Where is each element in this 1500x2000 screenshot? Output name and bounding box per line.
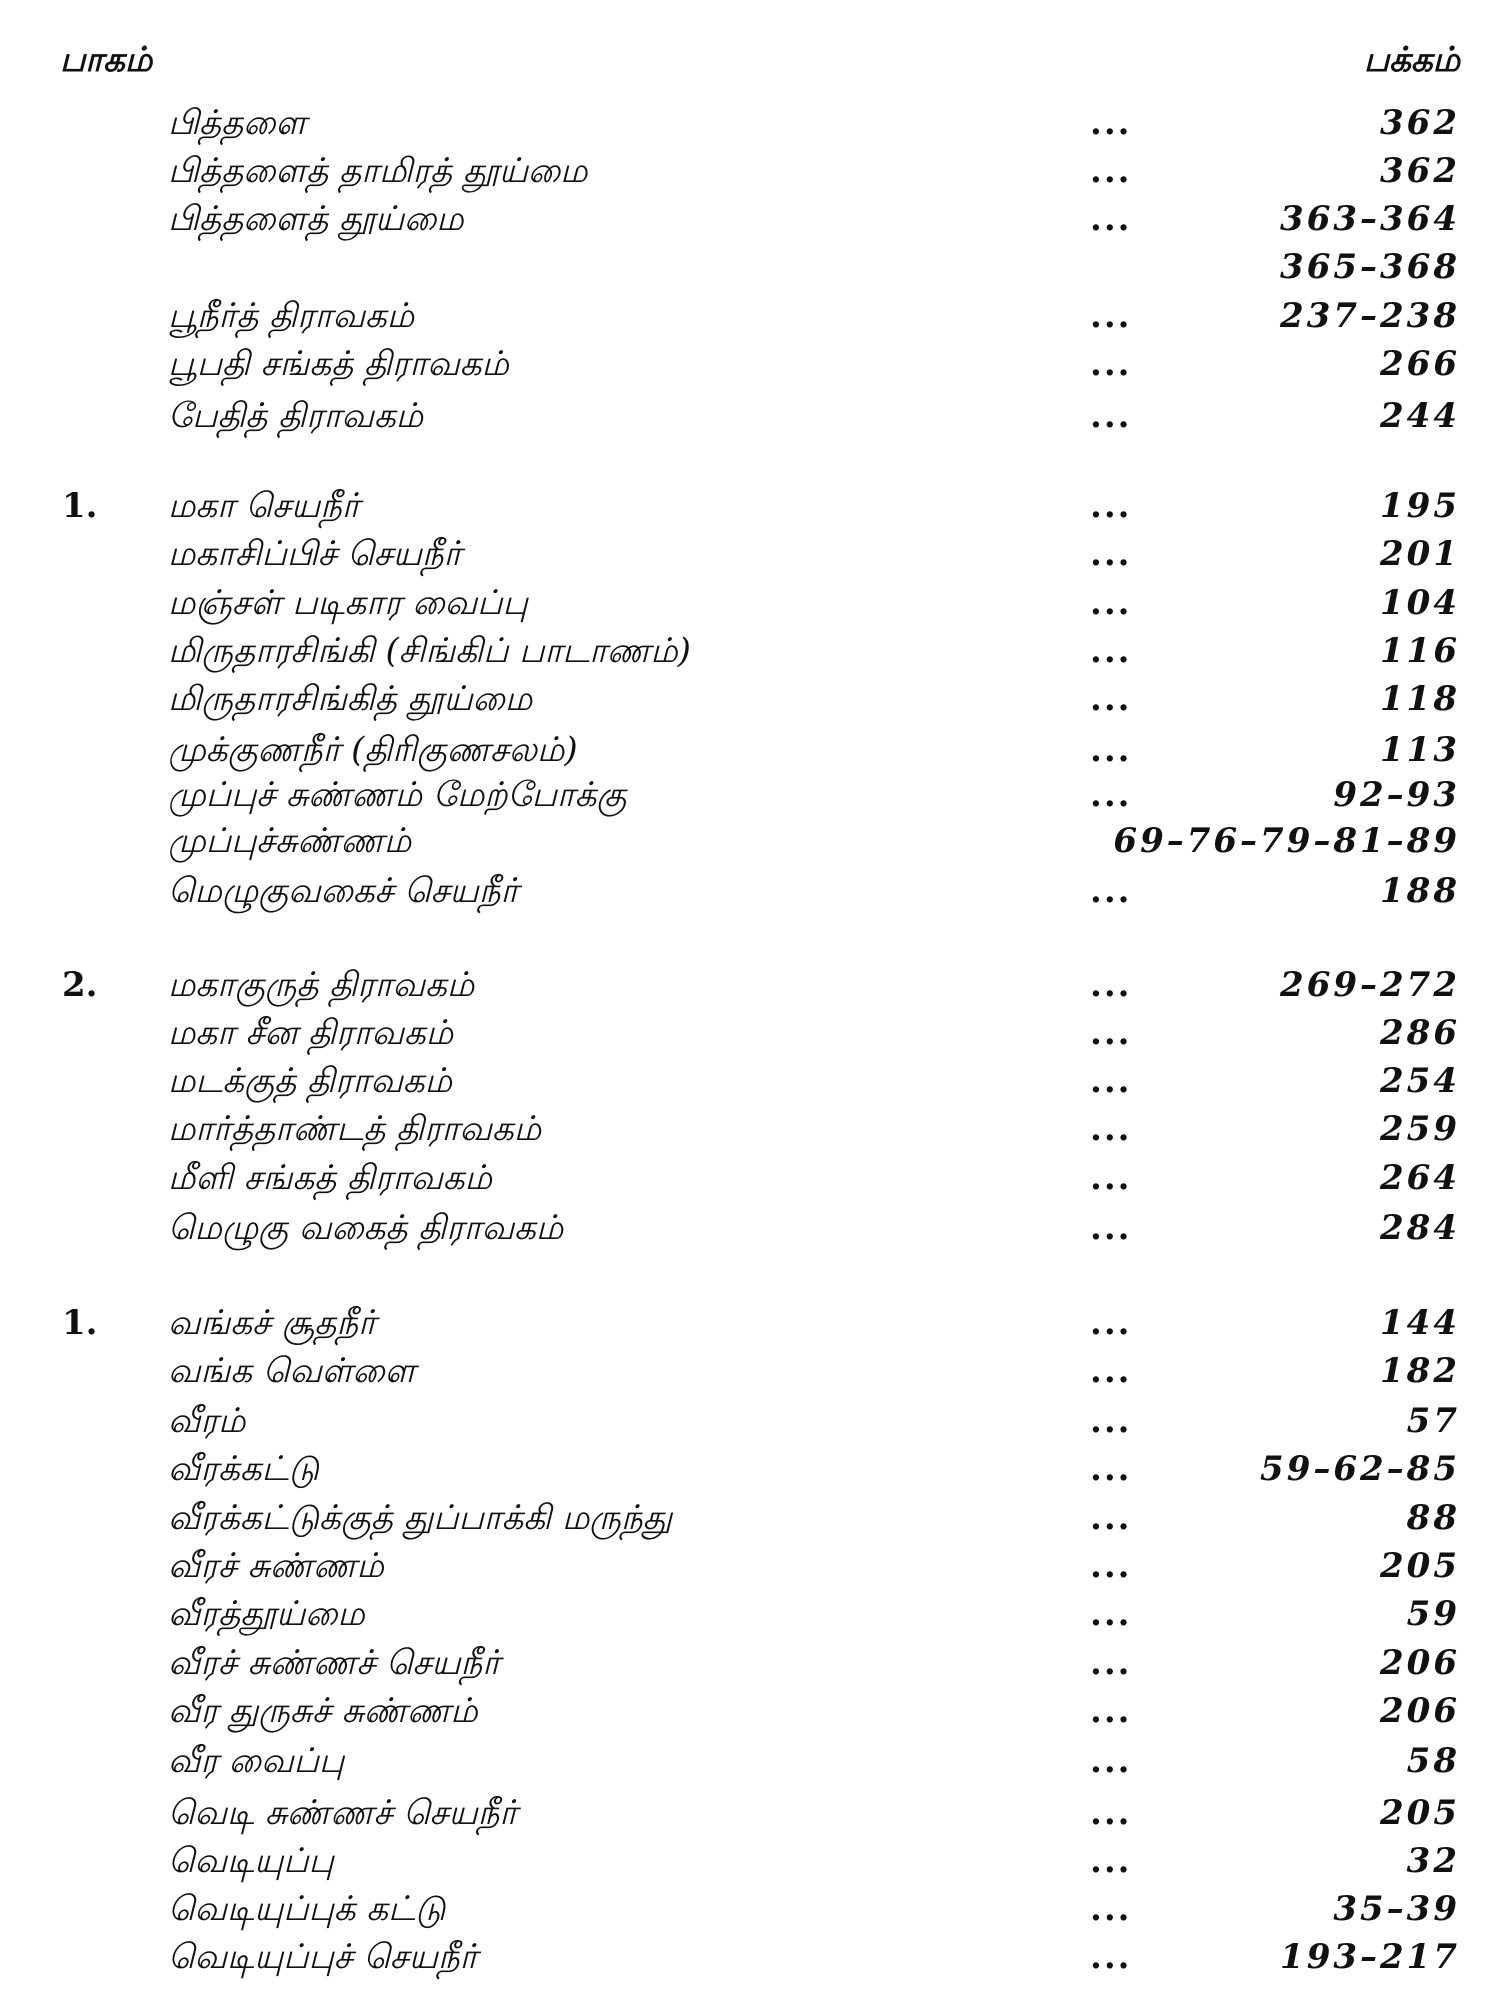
index-entry <box>0 196 1500 242</box>
entry-page-number: 32 <box>1406 1841 1460 1881</box>
entry-leader-dots: ... <box>1090 103 1132 143</box>
entry-page-number: 362 <box>1380 151 1460 191</box>
index-entry <box>0 1886 1500 1932</box>
index-entry <box>0 772 1500 818</box>
entry-page-number: 144 <box>1380 1303 1460 1343</box>
entry-leader-dots: ... <box>1090 151 1132 191</box>
entry-leader-dots: ... <box>1090 1109 1132 1149</box>
index-entry <box>0 580 1500 626</box>
entry-page-number: 113 <box>1380 730 1460 770</box>
entry-leader-dots: ... <box>1090 1061 1132 1101</box>
index-entry <box>0 341 1500 387</box>
entry-term: வீரக்கட்டுக்குத் துப்பாக்கி மருந்து <box>168 1498 673 1538</box>
entry-leader-dots: ... <box>1090 1643 1132 1683</box>
index-entry <box>0 1591 1500 1637</box>
entry-page-number: 182 <box>1380 1351 1460 1391</box>
entry-leader-dots: ... <box>1090 965 1132 1005</box>
entry-leader-dots: ... <box>1090 1158 1132 1198</box>
index-entry <box>0 1934 1500 1980</box>
index-entry <box>0 1495 1500 1541</box>
index-entry <box>0 676 1500 722</box>
entry-leader-dots: ... <box>1090 631 1132 671</box>
entry-leader-dots: ... <box>1090 1793 1132 1833</box>
entry-page-number: 286 <box>1380 1013 1460 1053</box>
entry-page-number: 188 <box>1380 871 1460 911</box>
entry-term: மகாகுருத் திராவகம் <box>168 965 475 1005</box>
entry-leader-dots: ... <box>1090 486 1132 526</box>
entry-leader-dots: ... <box>1090 1594 1132 1634</box>
entry-term: முப்புச் சுண்ணம் மேற்போக்கு <box>168 775 627 815</box>
column-header-page: பக்கம் <box>1363 40 1460 80</box>
entry-page-number: 59 <box>1406 1594 1460 1634</box>
entry-page-number: 237–238 <box>1280 296 1460 336</box>
entry-page-number: 35–39 <box>1333 1889 1460 1929</box>
index-entry <box>0 868 1500 914</box>
entry-term: வீரச் சுண்ணச் செயநீர் <box>168 1643 501 1683</box>
index-entry <box>0 293 1500 339</box>
index-entry <box>0 1688 1500 1734</box>
entry-term: வீரக்கட்டு <box>168 1449 320 1489</box>
entry-page-number: 195 <box>1380 486 1460 526</box>
entry-page-number: 193–217 <box>1280 1937 1460 1977</box>
entry-page-number: 116 <box>1380 631 1460 671</box>
entry-leader-dots: ... <box>1090 1937 1132 1977</box>
index-entry <box>0 148 1500 194</box>
index-entry <box>0 1058 1500 1104</box>
entry-leader-dots: ... <box>1090 199 1132 239</box>
entry-term: வீரத்தூய்மை <box>168 1594 365 1634</box>
entry-term: வெடியுப்புக் கட்டு <box>168 1889 446 1929</box>
index-entry <box>0 1155 1500 1201</box>
entry-leader-dots: ... <box>1090 1303 1132 1343</box>
index-entry <box>0 1205 1500 1251</box>
entry-page-number: 205 <box>1380 1546 1460 1586</box>
entry-leader-dots: ... <box>1090 1208 1132 1248</box>
entry-page-number: 266 <box>1380 344 1460 384</box>
entry-page-number: 264 <box>1380 1158 1460 1198</box>
entry-term: மெழுகுவகைச் செயநீர் <box>168 871 519 911</box>
entry-page-number: 88 <box>1406 1498 1460 1538</box>
entry-page-number: 118 <box>1380 679 1460 719</box>
index-entry <box>0 628 1500 674</box>
entry-term: முப்புச்சுண்ணம் <box>168 821 412 861</box>
entry-term: வீரம் <box>168 1401 246 1441</box>
entry-leader-dots: ... <box>1090 1741 1132 1781</box>
entry-term: வீர துருசுச் சுண்ணம் <box>168 1691 478 1731</box>
index-entry <box>0 1446 1500 1492</box>
entry-number: 2. <box>62 965 98 1005</box>
entry-term: வங்கச் சூதநீர் <box>168 1303 376 1343</box>
entry-term: மிருதாரசிங்கி (சிங்கிப் பாடாணம்) <box>168 631 691 671</box>
entry-page-number: 59–62–85 <box>1260 1449 1460 1489</box>
entry-term: மகா செயநீர் <box>168 486 360 526</box>
index-entry <box>0 1738 1500 1784</box>
entry-leader-dots: ... <box>1090 1841 1132 1881</box>
entry-leader-dots: ... <box>1090 1691 1132 1731</box>
entry-term: வீர வைப்பு <box>168 1741 345 1781</box>
entry-leader-dots: ... <box>1090 1498 1132 1538</box>
entry-term: பித்தளைத் தாமிரத் தூய்மை <box>168 151 588 191</box>
entry-term: மகா சீன திராவகம் <box>168 1013 454 1053</box>
column-header-section: பாகம் <box>60 40 153 80</box>
entry-term: பித்தளைத் தூய்மை <box>168 199 464 239</box>
entry-page-number: 69–76–79–81–89 <box>1113 821 1460 861</box>
entry-term: பேதித் திராவகம் <box>168 396 424 436</box>
entry-term: வீரச் சுண்ணம் <box>168 1546 384 1586</box>
entry-page-number: 92–93 <box>1333 775 1460 815</box>
entry-leader-dots: ... <box>1090 1013 1132 1053</box>
entry-page-number: 254 <box>1380 1061 1460 1101</box>
entry-term: பூநீர்த் திராவகம் <box>168 296 415 336</box>
entry-page-number: 244 <box>1380 396 1460 436</box>
entry-number: 1. <box>62 486 98 526</box>
entry-leader-dots: ... <box>1090 396 1132 436</box>
index-entry <box>0 1640 1500 1686</box>
entry-leader-dots: ... <box>1090 344 1132 384</box>
entry-term: மிருதாரசிங்கித் தூய்மை <box>168 679 533 719</box>
entry-term: மெழுகு வகைத் திராவகம் <box>168 1208 564 1248</box>
index-entry <box>0 1300 1500 1346</box>
entry-leader-dots: ... <box>1090 679 1132 719</box>
entry-leader-dots: ... <box>1090 583 1132 623</box>
entry-leader-dots: ... <box>1090 1889 1132 1929</box>
entry-term: மஞ்சள் படிகார வைப்பு <box>168 583 528 623</box>
entry-leader-dots: ... <box>1090 730 1132 770</box>
index-entry <box>0 393 1500 439</box>
entry-leader-dots: ... <box>1090 1546 1132 1586</box>
entry-page-number: 104 <box>1380 583 1460 623</box>
entry-page-number: 205 <box>1380 1793 1460 1833</box>
index-entry <box>0 1790 1500 1836</box>
entry-term: மடக்குத் திராவகம் <box>168 1061 452 1101</box>
index-entry <box>0 531 1500 577</box>
index-entry <box>0 1010 1500 1056</box>
entry-page-number: 284 <box>1380 1208 1460 1248</box>
entry-page-number: 365–368 <box>1280 247 1460 287</box>
entry-page-number: 206 <box>1380 1691 1460 1731</box>
entry-leader-dots: ... <box>1090 871 1132 911</box>
entry-leader-dots: ... <box>1090 1351 1132 1391</box>
entry-page-number: 269–272 <box>1280 965 1460 1005</box>
entry-term: பித்தளை <box>168 103 307 143</box>
entry-term: மீளி சங்கத் திராவகம் <box>168 1158 492 1198</box>
entry-leader-dots: ... <box>1090 1449 1132 1489</box>
entry-page-number: 206 <box>1380 1643 1460 1683</box>
index-entry <box>0 727 1500 773</box>
index-entry <box>0 100 1500 146</box>
entry-leader-dots: ... <box>1090 1401 1132 1441</box>
entry-term: வெடி சுண்ணச் செயநீர் <box>168 1793 518 1833</box>
entry-leader-dots: ... <box>1090 296 1132 336</box>
index-entry <box>0 483 1500 529</box>
entry-page-number: 362 <box>1380 103 1460 143</box>
entry-page-number: 201 <box>1380 534 1460 574</box>
entry-term: மார்த்தாண்டத் திராவகம் <box>168 1109 542 1149</box>
index-entry <box>0 1838 1500 1884</box>
entry-page-number: 259 <box>1380 1109 1460 1149</box>
entry-page-number: 58 <box>1406 1741 1460 1781</box>
entry-page-number: 57 <box>1406 1401 1460 1441</box>
entry-term: பூபதி சங்கத் திராவகம் <box>168 344 509 384</box>
entry-term: வங்க வெள்ளை <box>168 1351 416 1391</box>
entry-term: மகாசிப்பிச் செயநீர் <box>168 534 462 574</box>
entry-leader-dots: ... <box>1090 775 1132 815</box>
entry-term: முக்குணநீர் (திரிகுணசலம்) <box>168 730 578 770</box>
index-entry <box>0 1106 1500 1152</box>
entry-leader-dots: ... <box>1090 534 1132 574</box>
entry-term: வெடியுப்புச் செயநீர் <box>168 1937 478 1977</box>
index-entry <box>0 818 1500 864</box>
entry-term: வெடியுப்பு <box>168 1841 334 1881</box>
entry-page-number: 363–364 <box>1280 199 1460 239</box>
index-entry <box>0 1398 1500 1444</box>
index-entry <box>0 1543 1500 1589</box>
index-entry <box>0 244 1500 290</box>
index-entry <box>0 962 1500 1008</box>
index-entry <box>0 1348 1500 1394</box>
entry-number: 1. <box>62 1303 98 1343</box>
